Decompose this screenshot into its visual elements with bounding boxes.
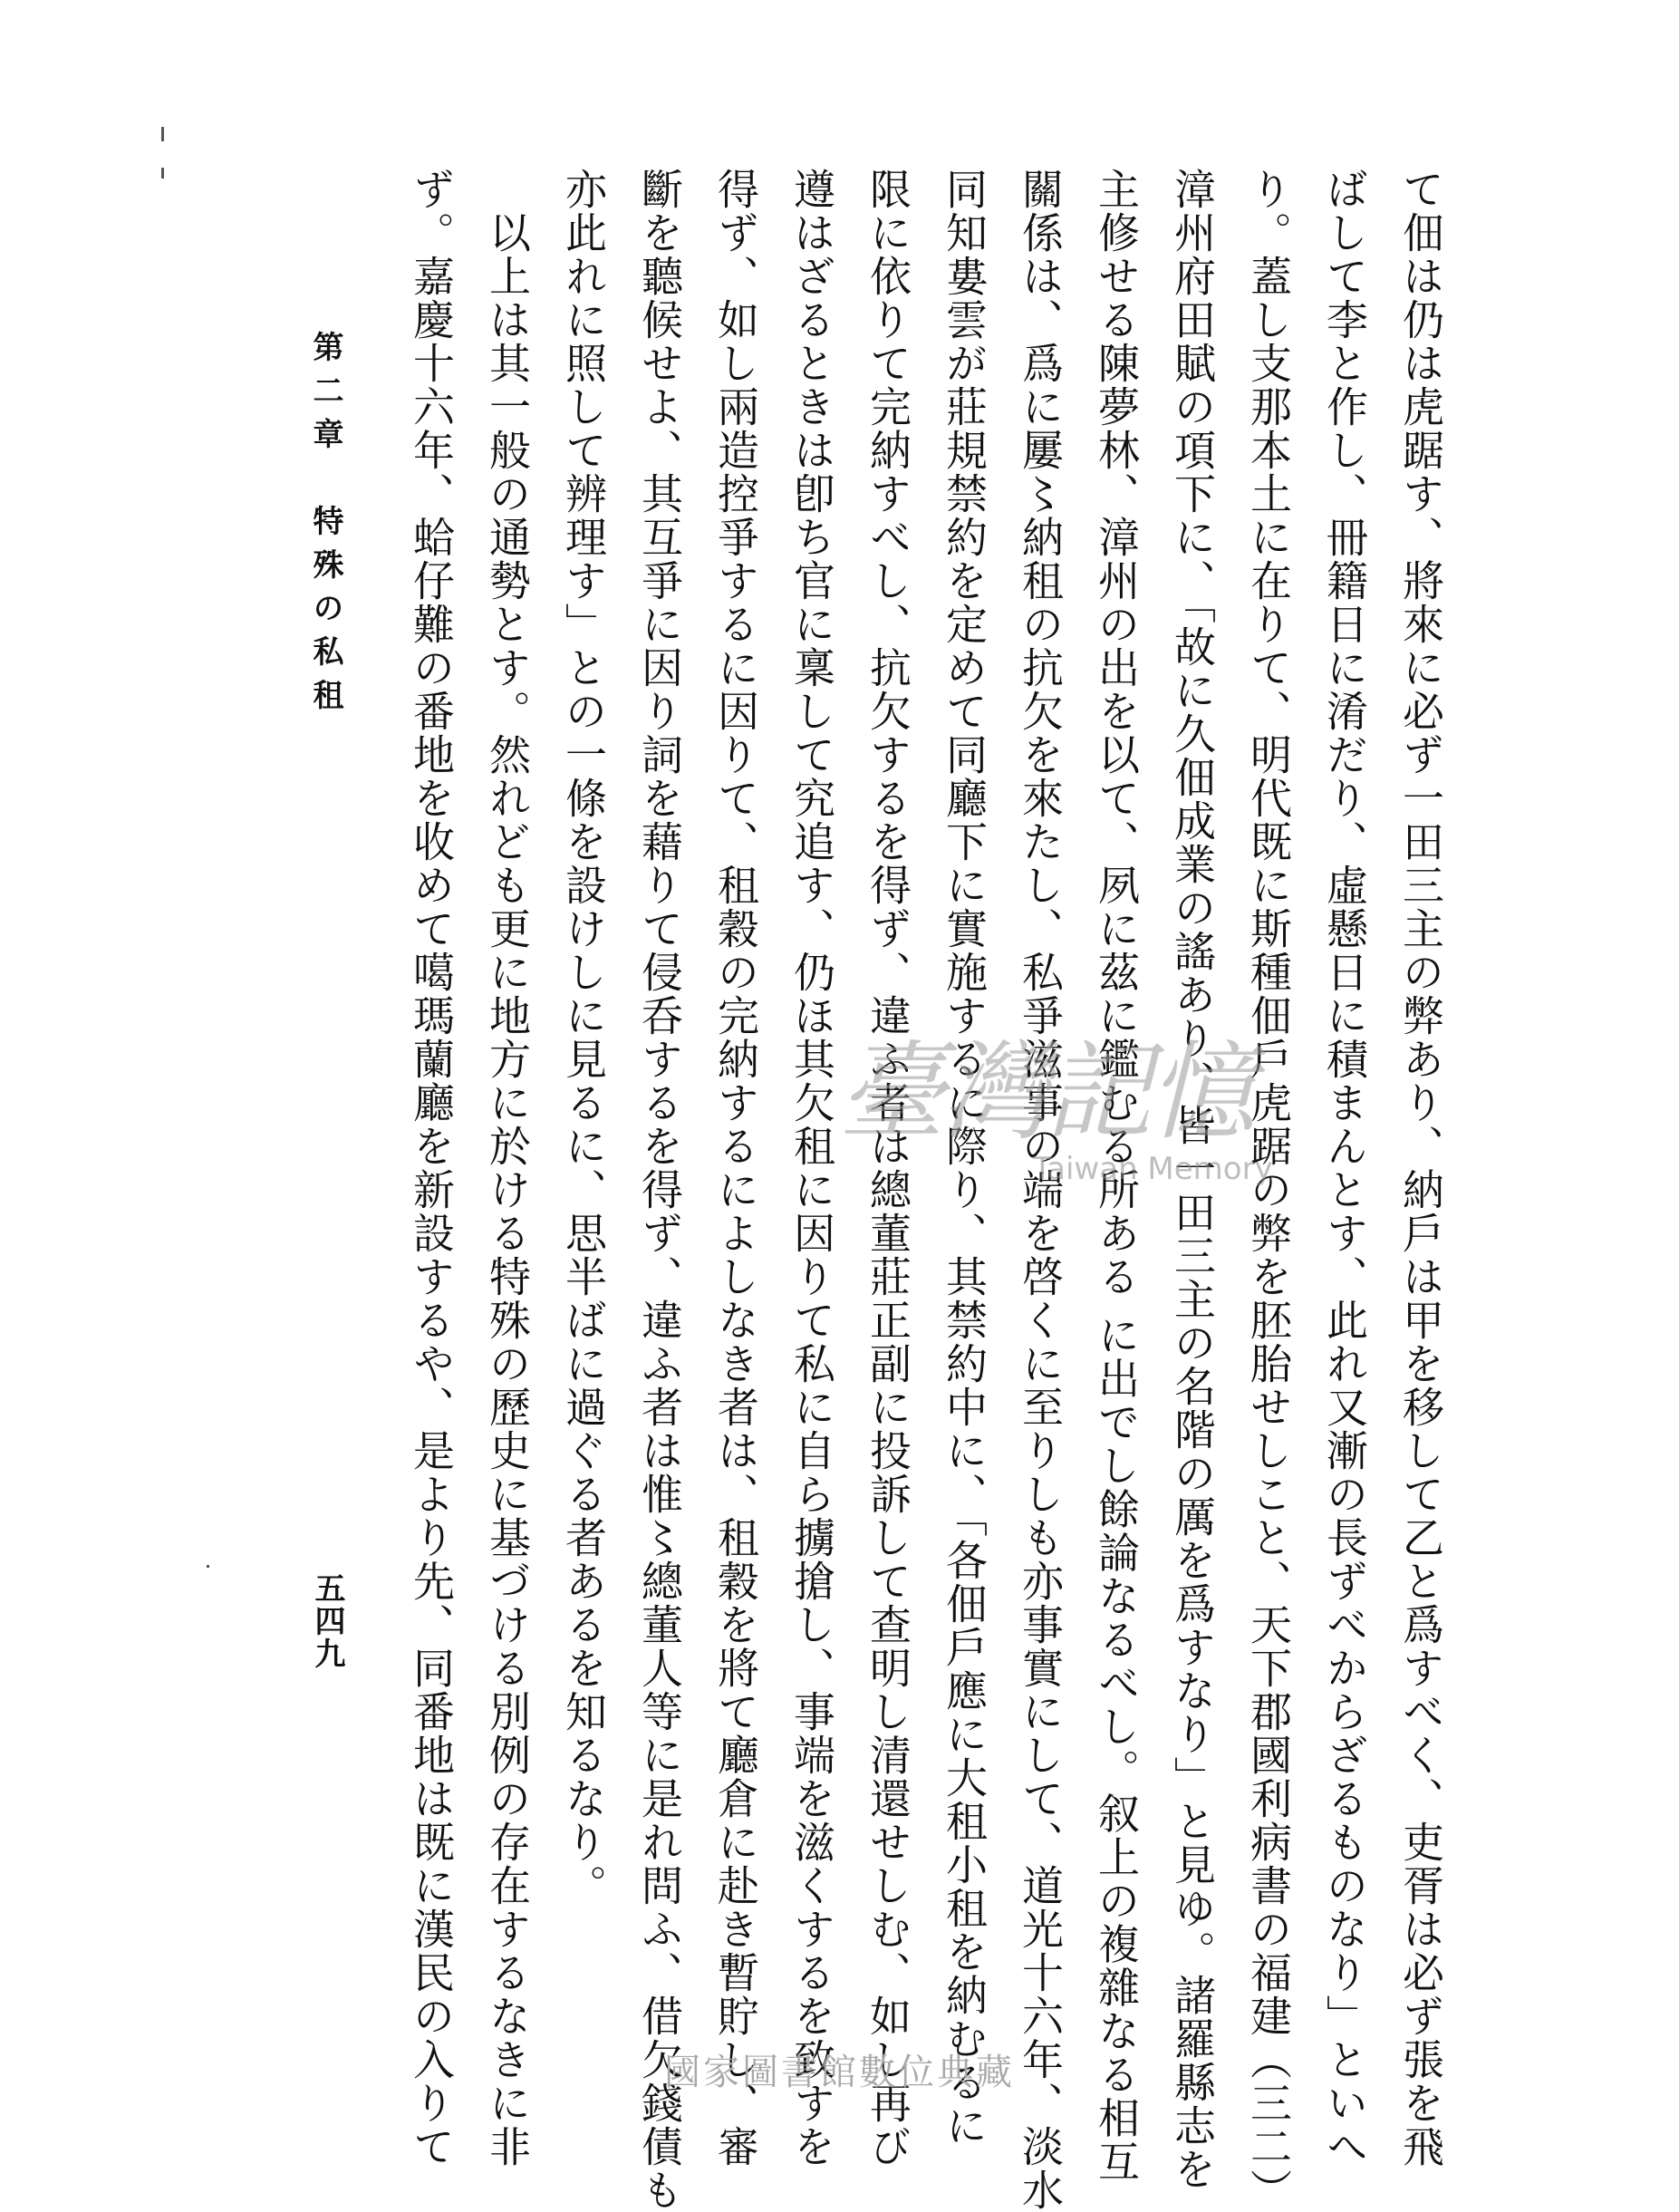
text-line: て佃は仍は虎踞す、將來に必ず一田三主の弊あり、納戶は甲を移して乙と爲すべく、吏胥は必ず張を飛 (1396, 168, 1445, 2169)
scan-artifact-mark (161, 168, 164, 179)
watermark-english-text: Taiwan Memory (1033, 1151, 1273, 1187)
footer-credit: 國家圖書館數位典藏 (664, 2052, 1015, 2093)
text-line: 限に依りて完納すべし、抗欠するを得ず、違ふ者は總董莊正副に投訴して查明し清還せしむ、如し再び (864, 168, 912, 2169)
text-line: ばして李と作し、冊籍日に淆だり、虛懸日に積まんとす、此れ又漸の長ずべからざるものなり」といへ (1320, 168, 1369, 2169)
text-line: 主修せる陳夢林、漳州の出を以て、夙に茲に鑑むる所ある に出でし餘論なるべし。叙上の複雜なる相互 (1092, 168, 1141, 2184)
text-line: 以上は其一般の通勢とす。然れども更に地方に於ける特殊の歷史に基づける別例の存在するなきに非 (483, 168, 532, 2169)
running-head (304, 331, 348, 722)
text-line: ず。嘉慶十六年、蛤仔難の番地を收めて噶瑪蘭廳を新設するや、是より先、同番地は既に漢民の入りて (407, 168, 456, 2169)
page-number: 五四九 (309, 1572, 345, 1670)
text-line: 斷を聽候せよ、其互爭に因り詞を藉りて侵呑するを得ず、違ふ者は惟〻總董人等に是れ問ふ、借欠錢債も (635, 168, 684, 2212)
scan-artifact-mark (161, 127, 164, 141)
text-line: 同知婁雲が莊規禁約を定めて同廳下に實施するに際り、其禁約中に、「各佃戶應に大租小租を納むるに (940, 168, 989, 2148)
text-line: り。蓋し支那本土に在りて、明代既に斯種佃戶虎踞の弊を胚胎せしこと、天下郡國利病書の福建（三二） (1244, 168, 1293, 2212)
text-line: 亦此れに照して辨理す」との一條を設けしに見るに、思半ばに過ぐる者あるを知るなり。 (559, 168, 608, 1908)
text-line: 遵はざるときは卽ち官に稟して究追す、仍ほ其欠租に因りて私に自ら擄搶し、事端を滋くするを致すを (787, 168, 836, 2169)
text-line: 關係は、爲に屢〻納租の抗欠を來たし、私爭滋事の端を啓くに至りしも亦事實にして、道光十六年、淡水 (1016, 168, 1065, 2212)
watermark-logo (838, 1006, 1309, 1214)
watermark-chinese-text: 臺灣記憶 (838, 1029, 1252, 1154)
text-line: 漳州府田賦の項下に、「故に久佃成業の謠あり、皆一田三主の名階の厲を爲すなり」と見ゆ。諸羅縣志を (1168, 168, 1217, 2191)
text-line: 得ず、如し兩造控爭するに因りて、租穀の完納するによしなき者は、租穀を將て廳倉に赴き暫貯し、審 (711, 168, 760, 2169)
running-head-text: 第二章 特殊の私租 (307, 331, 343, 722)
scan-artifact-mark (207, 1565, 209, 1568)
